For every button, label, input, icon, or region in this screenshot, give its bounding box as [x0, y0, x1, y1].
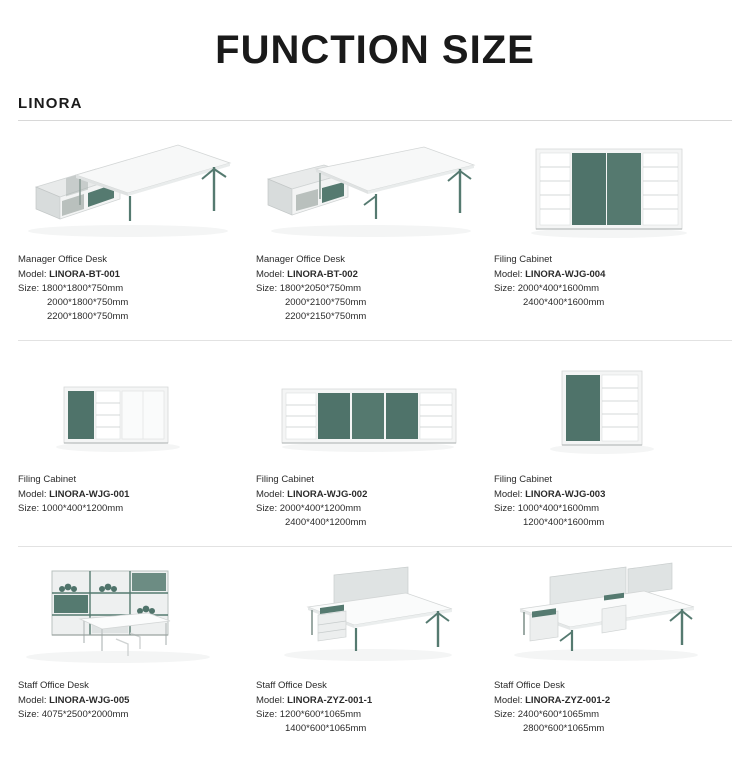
product-size: 2400*600*1065mm: [517, 709, 600, 720]
product-size: 2000*400*1200mm: [279, 503, 362, 514]
product-caption: [494, 473, 726, 530]
product-size: 2400*400*1200mm: [284, 517, 367, 528]
product-caption: [494, 679, 726, 736]
product-name: Manager Office Desk: [18, 254, 108, 265]
model-label: Model:: [18, 489, 47, 500]
model-label: Model:: [493, 695, 523, 706]
product-size: 1800*2050*750mm: [279, 283, 362, 294]
product-card[interactable]: [256, 547, 494, 752]
product-image-small-cabinet: [18, 355, 250, 459]
product-size: 1800*1800*750mm: [41, 283, 124, 294]
product-size: 1200*600*1065mm: [279, 709, 362, 720]
product-name: Filing Cabinet: [493, 254, 553, 265]
model-label: Model:: [255, 269, 285, 280]
product-name: Filing Cabinet: [255, 474, 315, 485]
model-label: Model:: [493, 269, 523, 280]
product-image-two-person-workstation: [256, 561, 488, 665]
product-size: 1000*400*1200mm: [41, 503, 124, 514]
product-image-shelving-workstation: [18, 561, 250, 665]
brand-row: [18, 95, 732, 121]
product-card[interactable]: [256, 341, 494, 546]
size-label: Size:: [493, 283, 516, 294]
product-card[interactable]: [18, 341, 256, 546]
product-image-four-person-workstation: [494, 561, 726, 665]
product-row: [18, 121, 732, 341]
product-card[interactable]: [18, 121, 256, 340]
product-image-l-shape-desk-left: [18, 135, 250, 239]
product-model: LINORA-BT-002: [287, 269, 358, 280]
model-label: Model:: [18, 269, 47, 280]
product-caption: [18, 473, 250, 516]
product-model: LINORA-WJG-002: [287, 489, 368, 500]
size-label: Size:: [493, 503, 516, 514]
product-size: 2800*600*1065mm: [522, 723, 605, 734]
brand-name: LINORA: [18, 95, 83, 112]
product-size: 2400*400*1600mm: [522, 297, 605, 308]
product-card[interactable]: [494, 121, 732, 340]
product-name: Filing Cabinet: [18, 474, 77, 485]
size-label: Size:: [18, 709, 40, 720]
model-label: Model:: [18, 695, 47, 706]
product-card[interactable]: [494, 547, 732, 752]
size-label: Size:: [493, 709, 516, 720]
product-model: LINORA-ZYZ-001-1: [287, 695, 373, 706]
product-size: 2200*1800*750mm: [47, 311, 129, 322]
product-size: 1000*400*1600mm: [517, 503, 600, 514]
size-label: Size:: [18, 503, 40, 514]
product-model: LINORA-BT-001: [49, 269, 120, 280]
size-label: Size:: [18, 283, 40, 294]
product-name: Staff Office Desk: [493, 680, 565, 691]
product-name: Staff Office Desk: [255, 680, 327, 691]
product-image-tall-wide-cabinet: [494, 135, 726, 239]
product-row: [18, 547, 732, 752]
product-card[interactable]: [18, 547, 256, 752]
product-model: LINORA-WJG-005: [49, 695, 130, 706]
product-caption: [18, 253, 250, 324]
product-caption: [18, 679, 250, 722]
product-name: Manager Office Desk: [255, 254, 346, 265]
size-label: Size:: [255, 283, 278, 294]
product-caption: [494, 253, 726, 310]
product-size: 1400*600*1065mm: [284, 723, 367, 734]
product-image-tall-cabinet: [494, 355, 726, 459]
product-model: LINORA-WJG-001: [49, 489, 130, 500]
product-name: Staff Office Desk: [18, 680, 89, 691]
product-caption: [256, 473, 488, 530]
product-card[interactable]: [494, 341, 732, 546]
product-size: 4075*2500*2000mm: [41, 709, 129, 720]
product-card[interactable]: [256, 121, 494, 340]
product-caption: [256, 679, 488, 736]
product-grid: [18, 121, 732, 752]
size-label: Size:: [255, 709, 278, 720]
product-model: LINORA-WJG-004: [525, 269, 606, 280]
product-model: LINORA-WJG-003: [525, 489, 606, 500]
model-label: Model:: [493, 489, 523, 500]
product-name: Filing Cabinet: [493, 474, 553, 485]
product-size: 2000*2100*750mm: [284, 297, 367, 308]
product-size: 1200*400*1600mm: [522, 517, 605, 528]
size-label: Size:: [255, 503, 278, 514]
product-caption: [256, 253, 488, 324]
product-size: 2000*1800*750mm: [47, 297, 129, 308]
product-size: 2200*2150*750mm: [284, 311, 367, 322]
product-row: [18, 341, 732, 547]
product-image-wide-cabinet: [256, 355, 488, 459]
model-label: Model:: [255, 695, 285, 706]
model-label: Model:: [255, 489, 285, 500]
product-image-l-shape-desk-right: [256, 135, 488, 239]
page-title: FUNCTION SIZE: [215, 28, 535, 72]
product-model: LINORA-ZYZ-001-2: [525, 695, 611, 706]
product-size: 2000*400*1600mm: [517, 283, 600, 294]
